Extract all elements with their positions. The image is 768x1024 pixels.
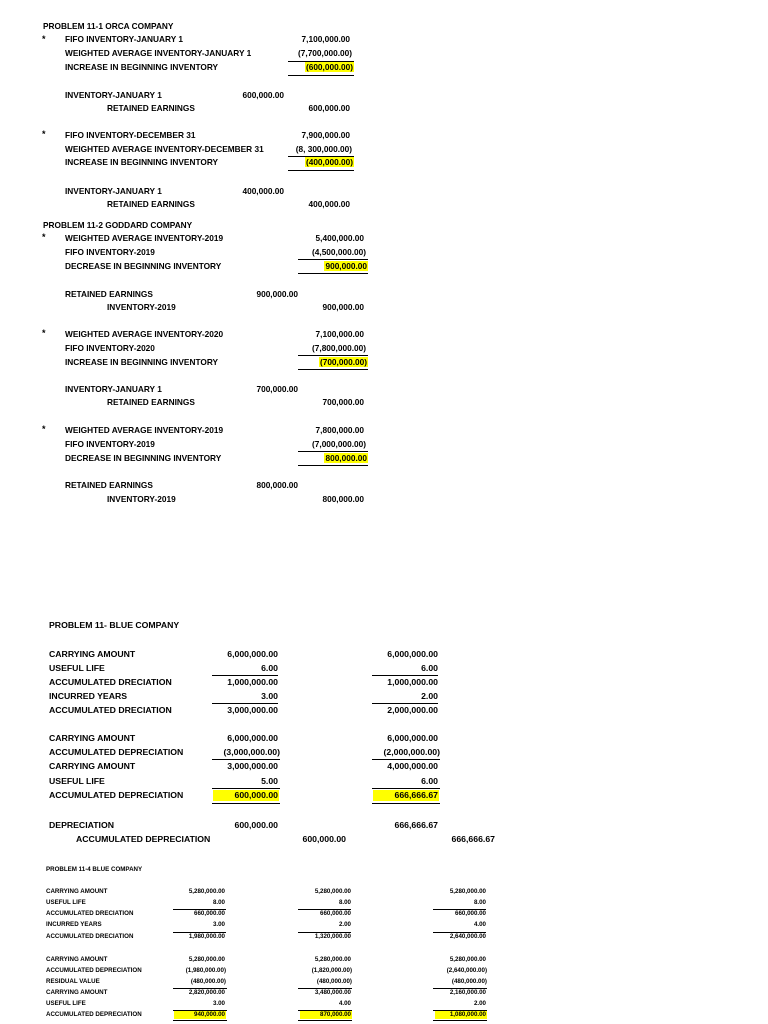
row-value: 5,400,000.00 bbox=[315, 233, 364, 243]
col1-journal-debit: 600,000.00 bbox=[234, 820, 278, 830]
row-label: DECREASE IN BEGINNING INVENTORY bbox=[65, 453, 222, 463]
row-label: CARRYING AMOUNT bbox=[49, 761, 136, 771]
col2-value: 8.00 bbox=[338, 899, 351, 906]
col1-value: 3,000,000.00 bbox=[227, 705, 278, 715]
col1-value: 1,980,000.00 bbox=[188, 933, 225, 940]
col2-value: 4.00 bbox=[338, 1000, 351, 1007]
col1-value: 2,820,000.00 bbox=[188, 989, 225, 996]
underline bbox=[298, 451, 368, 452]
journal-credit-label: INVENTORY-2019 bbox=[107, 494, 176, 504]
journal-debit-label: INVENTORY-JANUARY 1 bbox=[65, 384, 162, 394]
col3-value: 2.00 bbox=[473, 1000, 486, 1007]
col1-value: 3.00 bbox=[212, 921, 225, 928]
highlighted-total: (400,000.00) bbox=[305, 157, 353, 167]
col1-value: 6,000,000.00 bbox=[227, 733, 278, 743]
col1-value: 6.00 bbox=[261, 663, 278, 673]
col2-value: 4,000,000.00 bbox=[387, 761, 438, 771]
underline bbox=[288, 75, 354, 76]
col2-value: (1,820,000.00) bbox=[311, 967, 352, 974]
problem-11-2-title: PROBLEM 11-2 GODDARD COMPANY bbox=[43, 220, 193, 230]
col1-value: 3,000,000.00 bbox=[227, 761, 278, 771]
row-label: RESIDUAL VALUE bbox=[46, 978, 100, 985]
col2-value: 2,000,000.00 bbox=[387, 705, 438, 715]
underline bbox=[372, 703, 438, 704]
journal-debit-label: INVENTORY-JANUARY 1 bbox=[65, 90, 162, 100]
row-label: WEIGHTED AVERAGE INVENTORY-2020 bbox=[65, 329, 224, 339]
col2-value: (2,000,000.00) bbox=[383, 747, 440, 757]
problem-11-4-title: PROBLEM 11-4 BLUE COMPANY bbox=[46, 866, 143, 873]
underline bbox=[372, 675, 438, 676]
underline bbox=[298, 465, 368, 466]
highlighted-total: 940,000.00 bbox=[174, 1011, 226, 1019]
row-label: USEFUL LIFE bbox=[49, 776, 105, 786]
row-label: INCREASE IN BEGINNING INVENTORY bbox=[65, 157, 219, 167]
underline bbox=[212, 675, 278, 676]
col2-value: 6,000,000.00 bbox=[387, 649, 438, 659]
problem-11-1-title: PROBLEM 11-1 ORCA COMPANY bbox=[43, 21, 174, 31]
col1-value: 1,000,000.00 bbox=[227, 677, 278, 687]
col1-value: (3,000,000.00) bbox=[223, 747, 280, 757]
journal-debit-label: RETAINED EARNINGS bbox=[65, 480, 153, 490]
col2-value: 6.00 bbox=[421, 776, 438, 786]
journal-credit-label: RETAINED EARNINGS bbox=[107, 397, 195, 407]
col2-value: (480,000.00) bbox=[316, 978, 352, 985]
bullet-marker: * bbox=[42, 328, 46, 338]
bullet-marker: * bbox=[42, 424, 46, 434]
row-label: CARRYING AMOUNT bbox=[46, 989, 108, 996]
col2-value: 2.00 bbox=[338, 921, 351, 928]
underline bbox=[298, 273, 368, 274]
underline bbox=[298, 355, 368, 356]
row-label: FIFO INVENTORY-2019 bbox=[65, 439, 155, 449]
underline bbox=[212, 788, 280, 789]
highlighted-total: 600,000.00 bbox=[213, 790, 279, 801]
highlighted-total: 900,000.00 bbox=[325, 261, 367, 271]
col1-value: 3.00 bbox=[261, 691, 278, 701]
underline bbox=[212, 703, 278, 704]
col3-value: (2,640,000.00) bbox=[446, 967, 487, 974]
journal-credit-amount: 600,000.00 bbox=[308, 103, 350, 113]
row-value: (4,500,000.00) bbox=[312, 247, 366, 257]
bullet-marker: * bbox=[42, 129, 46, 139]
col1-value: 8.00 bbox=[212, 899, 225, 906]
row-label: INCREASE IN BEGINNING INVENTORY bbox=[65, 357, 219, 367]
row-label: CARRYING AMOUNT bbox=[49, 649, 136, 659]
highlighted-total: (600,000.00) bbox=[305, 62, 353, 72]
underline bbox=[372, 803, 440, 804]
col2-value: 5,280,000.00 bbox=[314, 956, 351, 963]
journal-credit-label: RETAINED EARNINGS bbox=[107, 103, 195, 113]
row-label: INCURRED YEARS bbox=[46, 921, 102, 928]
col1-value: 5.00 bbox=[261, 776, 278, 786]
row-label: ACCUMULATED DRECIATION bbox=[49, 677, 172, 687]
col1-value: 5,280,000.00 bbox=[188, 956, 225, 963]
journal-debit-label: DEPRECIATION bbox=[49, 820, 114, 830]
row-value: (7,800,000.00) bbox=[312, 343, 366, 353]
journal-debit-amount: 700,000.00 bbox=[256, 384, 298, 394]
row-label: ACCUMULATED DRECIATION bbox=[46, 910, 134, 917]
row-value: 7,800,000.00 bbox=[315, 425, 364, 435]
row-label: ACCUMULATED DEPRECIATION bbox=[46, 967, 142, 974]
col3-value: 5,280,000.00 bbox=[449, 888, 486, 895]
row-label: ACCUMULATED DEPRECIATION bbox=[49, 747, 184, 757]
row-value: 7,100,000.00 bbox=[315, 329, 364, 339]
underline bbox=[212, 803, 280, 804]
col2-value: 5,280,000.00 bbox=[314, 888, 351, 895]
highlighted-total: 1,080,000.00 bbox=[435, 1011, 487, 1019]
row-label: INCURRED YEARS bbox=[49, 691, 128, 701]
col3-value: 8.00 bbox=[473, 899, 486, 906]
highlighted-total: 800,000.00 bbox=[325, 453, 367, 463]
problem-11-blue-title: PROBLEM 11- BLUE COMPANY bbox=[49, 620, 180, 630]
journal-debit-amount: 800,000.00 bbox=[256, 480, 298, 490]
row-value: 7,900,000.00 bbox=[301, 130, 350, 140]
row-label: USEFUL LIFE bbox=[46, 899, 86, 906]
col3-value: 2,640,000.00 bbox=[449, 933, 486, 940]
row-label: WEIGHTED AVERAGE INVENTORY-DECEMBER 31 bbox=[65, 144, 264, 154]
row-label: FIFO INVENTORY-JANUARY 1 bbox=[65, 34, 184, 44]
col2-value: 660,000.00 bbox=[320, 910, 351, 917]
journal-debit-amount: 900,000.00 bbox=[256, 289, 298, 299]
row-value: (7,000,000.00) bbox=[312, 439, 366, 449]
highlighted-total: (700,000.00) bbox=[319, 357, 367, 367]
col3-value: 5,280,000.00 bbox=[449, 956, 486, 963]
underline bbox=[433, 1020, 487, 1021]
col1-value: 3.00 bbox=[212, 1000, 225, 1007]
col1-value: (1,980,000.00) bbox=[185, 967, 226, 974]
row-value: 7,100,000.00 bbox=[301, 34, 350, 44]
journal-credit-label: ACCUMULATED DEPRECIATION bbox=[76, 834, 211, 844]
col2-value: 2.00 bbox=[421, 691, 438, 701]
journal-credit-amount: 900,000.00 bbox=[322, 302, 364, 312]
row-label: WEIGHTED AVERAGE INVENTORY-2019 bbox=[65, 425, 224, 435]
journal-debit-label: INVENTORY-JANUARY 1 bbox=[65, 186, 162, 196]
row-label: ACCUMULATED DEPRECIATION bbox=[46, 1011, 142, 1018]
row-value: (7,700,000.00) bbox=[298, 48, 352, 58]
row-label: CARRYING AMOUNT bbox=[46, 888, 108, 895]
underline bbox=[173, 1020, 227, 1021]
col2-value: 6,000,000.00 bbox=[387, 733, 438, 743]
journal-credit-label: RETAINED EARNINGS bbox=[107, 199, 195, 209]
row-label: USEFUL LIFE bbox=[46, 1000, 86, 1007]
col3-value: 4.00 bbox=[473, 921, 486, 928]
row-label: ACCUMULATED DEPRECIATION bbox=[49, 790, 184, 800]
underline bbox=[288, 170, 354, 171]
journal-credit-label: INVENTORY-2019 bbox=[107, 302, 176, 312]
col2-value: 1,000,000.00 bbox=[387, 677, 438, 687]
col1-value: 5,280,000.00 bbox=[188, 888, 225, 895]
row-label: WEIGHTED AVERAGE INVENTORY-JANUARY 1 bbox=[65, 48, 252, 58]
underline bbox=[298, 1020, 352, 1021]
row-label: ACCUMULATED DRECIATION bbox=[49, 705, 172, 715]
col2-journal-credit: 666,666.67 bbox=[451, 834, 495, 844]
row-label: WEIGHTED AVERAGE INVENTORY-2019 bbox=[65, 233, 224, 243]
row-label: USEFUL LIFE bbox=[49, 663, 105, 673]
col1-journal-credit: 600,000.00 bbox=[302, 834, 346, 844]
col1-value: 660,000.00 bbox=[194, 910, 225, 917]
journal-credit-amount: 700,000.00 bbox=[322, 397, 364, 407]
journal-debit-amount: 600,000.00 bbox=[242, 90, 284, 100]
underline bbox=[298, 369, 368, 370]
journal-credit-amount: 400,000.00 bbox=[308, 199, 350, 209]
underline bbox=[298, 259, 368, 260]
highlighted-total: 666,666.67 bbox=[373, 790, 439, 801]
col1-value: (480,000.00) bbox=[190, 978, 226, 985]
col2-value: 3,480,000.00 bbox=[314, 989, 351, 996]
col1-value: 6,000,000.00 bbox=[227, 649, 278, 659]
underline bbox=[372, 759, 440, 760]
row-value: (8, 300,000.00) bbox=[295, 144, 352, 154]
row-label: ACCUMULATED DRECIATION bbox=[46, 933, 134, 940]
col3-value: 660,000.00 bbox=[455, 910, 486, 917]
underline bbox=[212, 759, 280, 760]
col3-value: (480,000.00) bbox=[451, 978, 487, 985]
journal-debit-amount: 400,000.00 bbox=[242, 186, 284, 196]
row-label: DECREASE IN BEGINNING INVENTORY bbox=[65, 261, 222, 271]
row-label: FIFO INVENTORY-2020 bbox=[65, 343, 155, 353]
row-label: INCREASE IN BEGINNING INVENTORY bbox=[65, 62, 219, 72]
bullet-marker: * bbox=[42, 232, 46, 242]
col3-value: 2,160,000.00 bbox=[449, 989, 486, 996]
highlighted-total: 870,000.00 bbox=[300, 1011, 352, 1019]
underline bbox=[372, 788, 440, 789]
row-label: FIFO INVENTORY-2019 bbox=[65, 247, 155, 257]
col2-value: 1,320,000.00 bbox=[314, 933, 351, 940]
row-label: CARRYING AMOUNT bbox=[46, 956, 108, 963]
bullet-marker: * bbox=[42, 34, 46, 44]
col2-value: 6.00 bbox=[421, 663, 438, 673]
row-label: FIFO INVENTORY-DECEMBER 31 bbox=[65, 130, 196, 140]
journal-debit-label: RETAINED EARNINGS bbox=[65, 289, 153, 299]
journal-credit-amount: 800,000.00 bbox=[322, 494, 364, 504]
row-label: CARRYING AMOUNT bbox=[49, 733, 136, 743]
col2-journal-debit: 666,666.67 bbox=[394, 820, 438, 830]
